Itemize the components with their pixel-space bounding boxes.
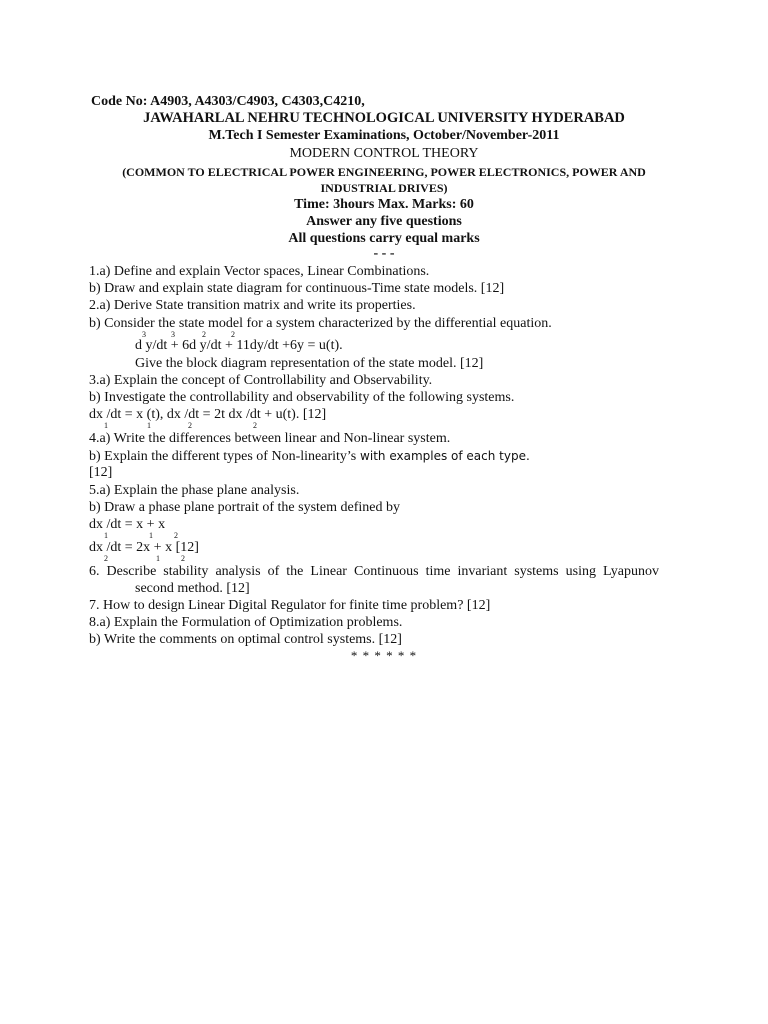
- equation-2b: d y/dt + 6d y/dt + 11dy/dt +6y = u(t).: [135, 338, 343, 353]
- code-number: Code No: A4903, A4303/C4903, C4303,C4210,: [91, 94, 365, 109]
- question-6-continued: second method. [12]: [135, 581, 250, 596]
- question-1a: 1.a) Define and explain Vector spaces, Linear Combinations.: [89, 264, 430, 279]
- subscript: 1: [104, 531, 108, 540]
- question-4b: [89, 448, 530, 465]
- superscript: 2: [231, 330, 235, 339]
- time-marks: Time: 3hours Max. Marks: 60: [294, 197, 474, 212]
- question-3a: 3.a) Explain the concept of Controllability and Observability.: [89, 373, 433, 388]
- exam-title: M.Tech I Semester Examinations, October/November-2011: [208, 128, 560, 143]
- subscript: 2: [174, 531, 178, 540]
- question-3b: b) Investigate the controllability and observability of the following systems.: [89, 390, 515, 405]
- subject-title: MODERN CONTROL THEORY: [289, 146, 479, 161]
- question-8a: 8.a) Explain the Formulation of Optimization problems.: [89, 615, 403, 630]
- subscript: 1: [156, 554, 160, 563]
- end-marker: * * * * * *: [350, 648, 418, 663]
- question-4b-tail: with examples of each type.: [356, 449, 530, 463]
- question-4a: 4.a) Write the differences between linear and Non-linear system.: [89, 431, 451, 446]
- question-6: 6. Describe stability analysis of the Linear Continuous time invariant systems using Lyapunov: [89, 564, 659, 579]
- subscript: 1: [149, 531, 153, 540]
- question-4b-marks: [12]: [89, 465, 113, 480]
- subscript: 2: [104, 554, 108, 563]
- question-4b-main: b) Explain the different types of Non-linearity’s: [89, 449, 357, 464]
- question-2a: 2.a) Derive State transition matrix and write its properties.: [89, 298, 416, 313]
- subscript: 2: [253, 421, 257, 430]
- subscript: 1: [147, 421, 151, 430]
- common-note-line1: (COMMON TO ELECTRICAL POWER ENGINEERING, POWER ELECTRONICS, POWER AND: [122, 165, 646, 179]
- equation-5b-2: dx /dt = 2x + x [12]: [89, 540, 199, 555]
- question-5b: b) Draw a phase plane portrait of the system defined by: [89, 500, 401, 515]
- question-2b: b) Consider the state model for a system characterized by the differential equation.: [89, 316, 552, 331]
- university-name: JAWAHARLAL NEHRU TECHNOLOGICAL UNIVERSITY HYDERABAD: [143, 110, 625, 126]
- superscript: 2: [202, 330, 206, 339]
- subscript: 2: [188, 421, 192, 430]
- question-5a: 5.a) Explain the phase plane analysis.: [89, 483, 300, 498]
- instruction-answer: Answer any five questions: [306, 214, 462, 229]
- superscript: 3: [142, 330, 146, 339]
- equation-5b-1: dx /dt = x + x: [89, 517, 166, 532]
- common-note-line2: INDUSTRIAL DRIVES): [320, 181, 448, 195]
- question-8b: b) Write the comments on optimal control systems. [12]: [89, 632, 402, 647]
- subscript: 1: [104, 421, 108, 430]
- question-1b: b) Draw and explain state diagram for continuous-Time state models. [12]: [89, 281, 505, 296]
- superscript: 3: [171, 330, 175, 339]
- separator: - - -: [373, 246, 395, 261]
- question-7: 7. How to design Linear Digital Regulator for finite time problem? [12]: [89, 598, 491, 613]
- equation-3b: dx /dt = x (t), dx /dt = 2t dx /dt + u(t). [12]: [89, 407, 327, 422]
- question-2b-give: Give the block diagram representation of the state model. [12]: [135, 356, 484, 371]
- subscript: 2: [181, 554, 185, 563]
- instruction-marks: All questions carry equal marks: [288, 231, 480, 246]
